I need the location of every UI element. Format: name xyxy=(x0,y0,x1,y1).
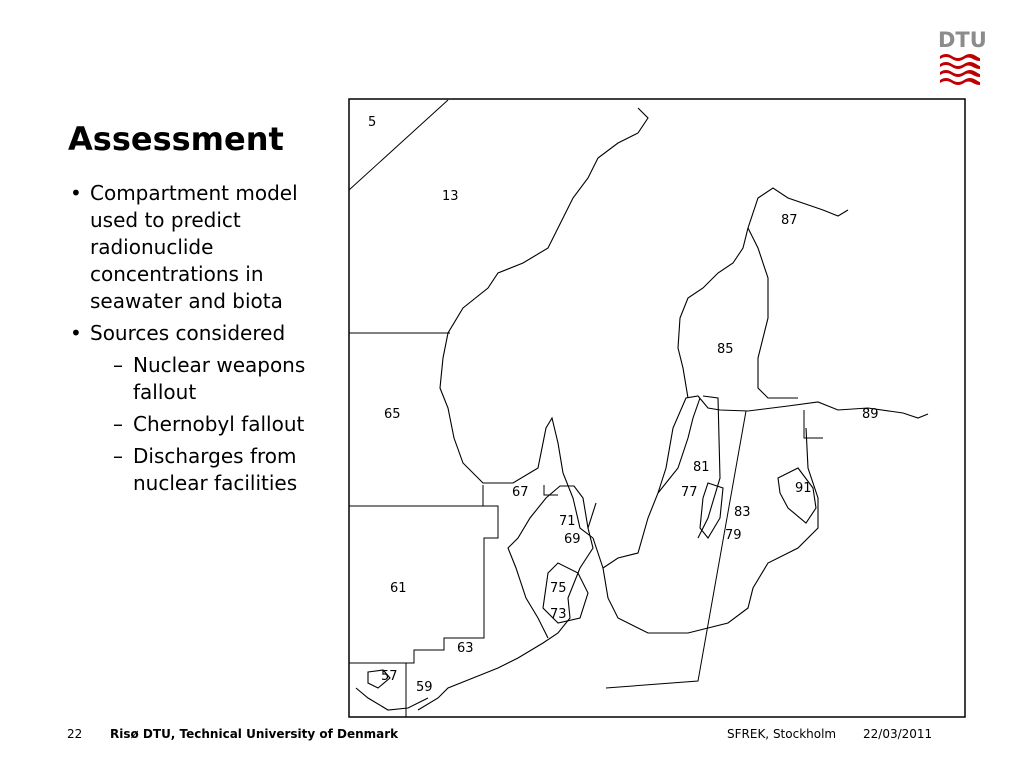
dash-icon: – xyxy=(113,412,123,436)
map-label: 65 xyxy=(384,407,401,422)
map-label: 89 xyxy=(862,407,879,422)
bullet-text: Compartment model used to predict radionuclide concentrations in seawater and biota xyxy=(90,181,298,313)
sub-bullet-item xyxy=(70,352,340,406)
footer-event: SFREK, Stockholm xyxy=(727,727,837,741)
map-label: 77 xyxy=(681,485,698,500)
map-label: 57 xyxy=(381,669,398,684)
bullet-list xyxy=(70,180,340,502)
map-label: 69 xyxy=(564,532,581,547)
map-label: 13 xyxy=(442,189,459,204)
bullet-dot-icon: • xyxy=(70,321,82,345)
map-label: 91 xyxy=(795,481,812,496)
map-label: 59 xyxy=(416,680,433,695)
sub-bullet-text: Nuclear weapons fallout xyxy=(133,353,306,404)
sub-bullet-item xyxy=(70,443,340,497)
bullet-item xyxy=(70,320,340,347)
map-label: 79 xyxy=(725,528,742,543)
map-label: 87 xyxy=(781,213,798,228)
sub-bullet-text: Chernobyl fallout xyxy=(133,412,305,436)
map-label: 5 xyxy=(368,115,377,130)
map-label: 63 xyxy=(457,641,474,656)
map-label: 81 xyxy=(693,460,710,475)
map-label: 75 xyxy=(550,581,567,596)
page-number: 22 xyxy=(67,727,83,741)
footer-organization: Risø DTU, Technical University of Denmark xyxy=(110,727,399,741)
logo-waves-icon xyxy=(938,52,982,90)
footer-date: 22/03/2011 xyxy=(863,727,933,741)
slide-title: Assessment xyxy=(68,120,284,158)
map-label: 83 xyxy=(734,505,751,520)
sub-bullet-text: Discharges from nuclear facilities xyxy=(133,444,298,495)
bullet-text: Sources considered xyxy=(90,321,286,345)
compartment-map xyxy=(348,98,966,718)
dash-icon: – xyxy=(113,353,123,377)
bullet-dot-icon: • xyxy=(70,181,82,205)
dtu-logo xyxy=(938,28,987,94)
map-label: 73 xyxy=(550,607,567,622)
map-label: 67 xyxy=(512,485,529,500)
map-label: 71 xyxy=(559,514,576,529)
bullet-item xyxy=(70,180,340,315)
sub-bullet-item xyxy=(70,411,340,438)
dash-icon: – xyxy=(113,444,123,468)
map-label: 61 xyxy=(390,581,407,596)
map-label: 85 xyxy=(717,342,734,357)
logo-text: DTU xyxy=(938,28,987,52)
